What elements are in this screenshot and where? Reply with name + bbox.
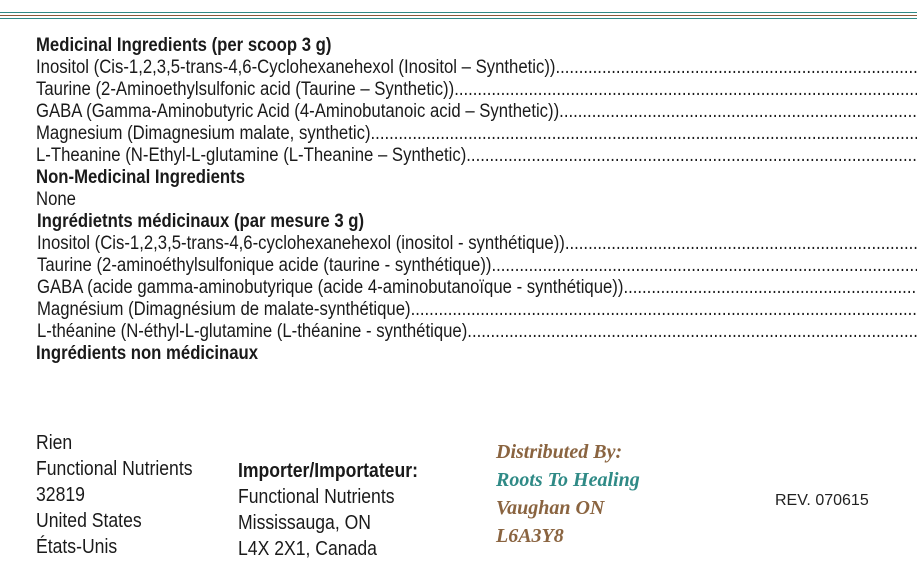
medicinal-heading-en: Medicinal Ingredients (per scoop 3 g)	[36, 35, 332, 56]
distributor-block	[496, 438, 640, 550]
importer-heading: Importer/Importateur:	[238, 460, 418, 482]
medicinal-heading-fr: Ingrédietnts médicinaux (par mesure 3 g)	[37, 211, 365, 232]
ingredient-line: L-Theanine (N-Ethyl-L-glutamine (L-Theanine – Synthetic) .....	[36, 145, 917, 167]
ingredients-panel	[36, 35, 917, 365]
ingredient-line-fr: Taurine (2-aminoéthylsulfonique acide (taurine - synthétique)) .....	[37, 255, 917, 277]
manufacturer-country-en: United States	[36, 510, 142, 532]
distributor-name: Roots To Healing	[496, 469, 640, 491]
ingredient-line: Inositol (Cis-1,2,3,5-trans-4,6-Cyclohexanehexol (Inositol – Synthetic)) .....	[36, 57, 917, 79]
ingredient-line: GABA (Gamma-Aminobutyric Acid (4-Aminobutanoic acid – Synthetic)) .....	[36, 101, 917, 123]
manufacturer-postal: 32819	[36, 484, 85, 506]
distributor-city: Vaughan ON	[496, 497, 605, 519]
nonmedicinal-value-fr: Rien	[36, 432, 73, 454]
revision-code: REV. 070615	[775, 492, 869, 509]
distributor-label: Distributed By:	[496, 441, 623, 463]
nonmedicinal-heading-fr: Ingrédients non médicinaux	[36, 343, 259, 364]
ingredient-line: Taurine (2-Aminoethylsulfonic acid (Taurine – Synthetic)) .....	[36, 79, 917, 101]
importer-address	[238, 458, 442, 562]
importer-name: Functional Nutrients	[238, 486, 395, 508]
ingredient-line-fr: Magnésium (Dimagnésium de malate-synthétique) .....	[37, 299, 917, 321]
top-rule-teal	[0, 12, 917, 13]
ingredient-line-fr: Inositol (Cis-1,2,3,5-trans-4,6-cyclohexanehexol (inositol - synthétique)) .....	[37, 233, 917, 255]
nonmedicinal-heading-en: Non-Medicinal Ingredients	[36, 167, 246, 188]
ingredient-line-fr: GABA (acide gamma-aminobutyrique (acide 4-aminobutanoïque - synthétique)) .....	[37, 277, 917, 299]
manufacturer-name: Functional Nutrients	[36, 458, 193, 480]
top-rule-brown	[0, 15, 917, 16]
manufacturer-address	[36, 430, 214, 560]
ingredient-line: Magnesium (Dimagnesium malate, synthetic) .....	[36, 123, 917, 145]
top-rule-teal-2	[0, 18, 917, 19]
importer-city: Mississauga, ON	[238, 512, 372, 534]
importer-postal: L4X 2X1, Canada	[238, 538, 377, 560]
nonmedicinal-value-en: None	[36, 189, 76, 210]
distributor-postal: L6A3Y8	[496, 525, 564, 547]
manufacturer-country-fr: États-Unis	[36, 536, 118, 558]
ingredient-line-fr: L-théanine (N-éthyl-L-glutamine (L-théanine - synthétique) .....	[37, 321, 917, 343]
